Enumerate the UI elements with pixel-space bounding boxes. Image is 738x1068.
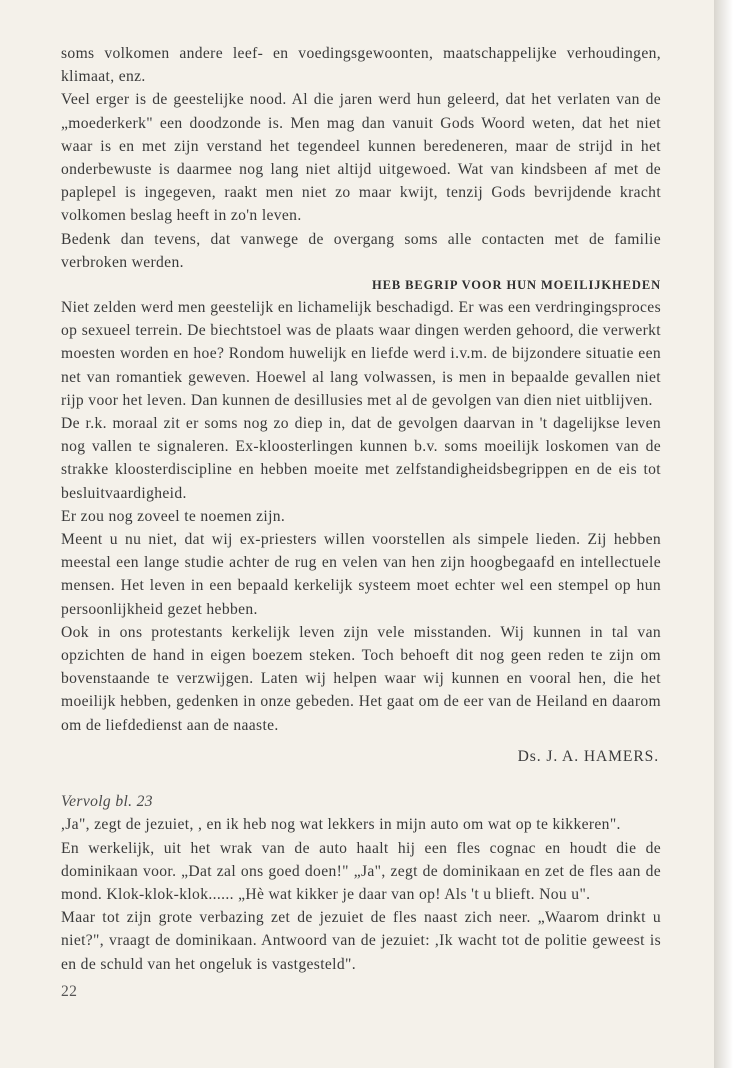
paragraph: Meent u nu niet, dat wij ex-priesters willen voorstellen als simpele lieden. Zij hebben meestal een lange studie achter de rug en velen van hen zijn hoogbegaafd en intellectuele mensen. Het leven in een bepaald kerkelijk systeem moet echter wel een stempel op hun persoonlijkheid gezet hebben.: [61, 531, 661, 618]
author-signature: Ds. J. A. HAMERS.: [517, 747, 659, 765]
paragraph: Maar tot zijn grote verbazing zet de jezuiet de fles naast zich neer. „Waarom drinkt u niet?", vraagt de dominikaan. Antwoord van de jezuiet: ,Ik wacht tot de politie geweest is en de schuld van het ongeluk is vastgesteld".: [61, 909, 661, 973]
continuation-title: Vervolg bl. 23: [61, 793, 153, 811]
paragraph: Veel erger is de geestelijke nood. Al die jaren werd hun geleerd, dat het verlaten van de „moederkerk" een doodzonde is. Men mag dan vanuit Gods Woord weten, dat het niet waar is en met zijn verstand het tegendeel kunnen beredeneren, maar de strijd in het onderbewuste is daarmee nog lang niet altijd uitgewoed. Wat van kindsbeen af met de paplepel is ingegeven, raakt men niet zo maar kwijt, tenzij Gods bevrijdende kracht volkomen beslag heeft in zo'n leven.: [61, 91, 661, 225]
document-body: [61, 42, 661, 1003]
page-edge-shadow: [714, 0, 738, 1068]
paragraph: Bedenk dan tevens, dat vanwege de overgang soms alle contacten met de familie verbroken werden.: [61, 230, 661, 271]
page-number: 22: [61, 982, 78, 1000]
section-heading: HEB BEGRIP VOOR HUN MOEILIJKHEDEN: [372, 278, 661, 293]
paragraph: soms volkomen andere leef- en voedingsgewoonten, maatschappelijke verhoudingen, klimaat, enz.: [61, 45, 661, 86]
paragraph: Er zou nog zoveel te noemen zijn.: [61, 507, 286, 525]
paragraph: ,Ja", zegt de jezuiet, , en ik heb nog wat lekkers in mijn auto om wat op te kikkeren".: [61, 816, 621, 834]
paragraph: De r.k. moraal zit er soms nog zo diep in, dat de gevolgen daarvan in 't dagelijkse leven nog vallen te signaleren. Ex-kloosterlingen kunnen b.v. soms moeilijk loskomen van de strakke kloosterdiscipline en hebben moeite met zelfstandigheidsbegrippen en de eis tot besluitvaardigheid.: [61, 415, 661, 502]
paragraph: Ook in ons protestants kerkelijk leven zijn vele misstanden. Wij kunnen in tal van opzichten de hand in eigen boezem steken. Toch behoeft dit nog geen reden te zijn om bovenstaande te verzwijgen. Laten wij helpen waar wij kunnen en vooral hen, die het moeilijk hebben, gedenken in onze gebeden. Het gaat om de eer van de Heiland en daarom om de liefdedienst aan de naaste.: [61, 623, 661, 734]
paragraph: Niet zelden werd men geestelijk en lichamelijk beschadigd. Er was een verdringingsproces op sexueel terrein. De biechtstoel was de plaats waar dingen werden gehoord, die verwerkt moesten worden en hoe? Rondom huwelijk en liefde werd i.v.m. de bijzondere situatie een net van romantiek geweven. Hoewel al lang volwassen, is men in bepaalde gevallen niet rijp voor het leven. Dan kunnen de desillusies met al de gevolgen van dien niet uitblijven.: [61, 299, 661, 409]
paragraph: En werkelijk, uit het wrak van de auto haalt hij een fles cognac en houdt die de dominikaan voor. „Dat zal ons goed doen!" „Ja", zegt de dominikaan en zet de fles aan de mond. Klok-klok-klok...... „Hè wat kikker je daar van op! Als 't u blieft. Nou u".: [61, 839, 661, 903]
